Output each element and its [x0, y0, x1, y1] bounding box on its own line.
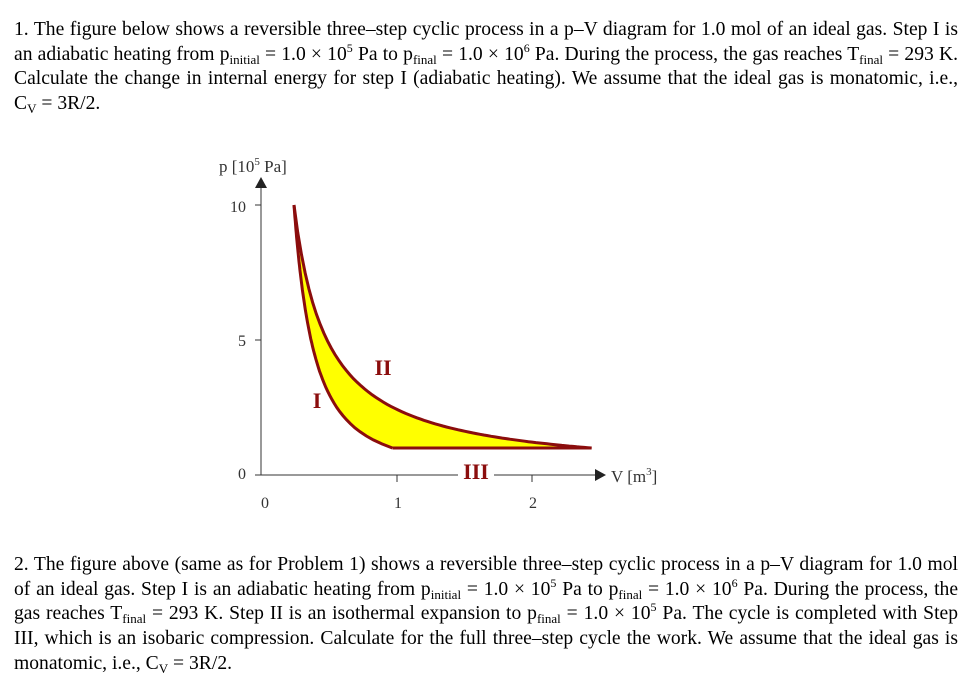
text-run: = 1.0 × 10: [642, 578, 732, 600]
superscript: 5: [346, 40, 353, 55]
text-run: 2. The figure above (same as for Problem 1) shows a reversible three–step cyclic process in a p–V diagram for 1.0 mol of an ideal gas. Step I is an adiabatic heating from p: [14, 554, 958, 600]
text-run: = 1.0 × 10: [436, 43, 524, 65]
subscript: final: [618, 586, 643, 602]
y-tick-5: 5: [238, 333, 246, 350]
step-label-III: III: [463, 459, 489, 484]
text-run: = 3R/2.: [168, 652, 233, 674]
subscript: final: [859, 51, 883, 67]
text-run: Pa to p: [352, 43, 413, 65]
text-run: Pa. The cycle is completed with Step III, which is an isobaric compression. Calculate for the full three–step cycle the work. We assume that the ideal gas is monatomic, i.e., C: [14, 603, 959, 674]
x-tick-2: 2: [529, 495, 537, 512]
x-axis-label: V $[m^3]$: [611, 466, 658, 486]
superscript: 5: [550, 575, 557, 590]
step-label-II: II: [374, 355, 392, 380]
y-tick-10: 10: [230, 199, 246, 216]
text-run: = 293 K. Calculate the change in internal energy for step I (adiabatic heating). We assume that the ideal gas is monatomic, i.e., C: [14, 43, 959, 115]
y-axis: [219, 156, 287, 483]
y-axis-label: p [$10^5$ Pa]: [219, 156, 287, 176]
step-label-I: I: [312, 388, 322, 413]
subscript: final: [536, 611, 561, 627]
superscript: 6: [731, 575, 738, 590]
problem-2-text: [14, 553, 958, 677]
superscript: 6: [523, 40, 530, 55]
subscript: initial: [430, 586, 462, 602]
subscript: final: [122, 611, 147, 627]
text-run: Pa. During the process, the gas reaches T: [529, 43, 860, 65]
subscript: final: [412, 51, 437, 67]
text-run: = 3R/2.: [36, 93, 101, 115]
subscript: initial: [229, 51, 260, 67]
text-run: = 293 K. Step II is an isothermal expansion to p: [146, 603, 537, 625]
superscript: 5: [650, 600, 657, 615]
y-axis-arrow-icon: [255, 177, 267, 188]
text-run: = 1.0 × 10: [461, 578, 551, 600]
text-run: = 1.0 × 10: [560, 603, 651, 625]
problem-1-text: [14, 18, 958, 117]
pv-diagram: [200, 140, 700, 530]
subscript: V: [158, 660, 169, 676]
text-run: Pa. During the process, the gas reaches T: [14, 578, 959, 625]
subscript: V: [27, 101, 37, 117]
x-tick-1: 1: [394, 495, 402, 512]
x-axis-arrow-icon: [595, 469, 606, 481]
text-run: 1. The figure below shows a reversible three–step cyclic process in a p–V diagram for 1.0 mol of an ideal gas. Step I is an adiabatic heating from p: [14, 19, 958, 65]
text-run: Pa to p: [556, 578, 619, 600]
y-tick-0: 0: [238, 466, 246, 483]
text-run: = 1.0 × 10: [259, 43, 347, 65]
x-tick-0: 0: [261, 495, 269, 512]
